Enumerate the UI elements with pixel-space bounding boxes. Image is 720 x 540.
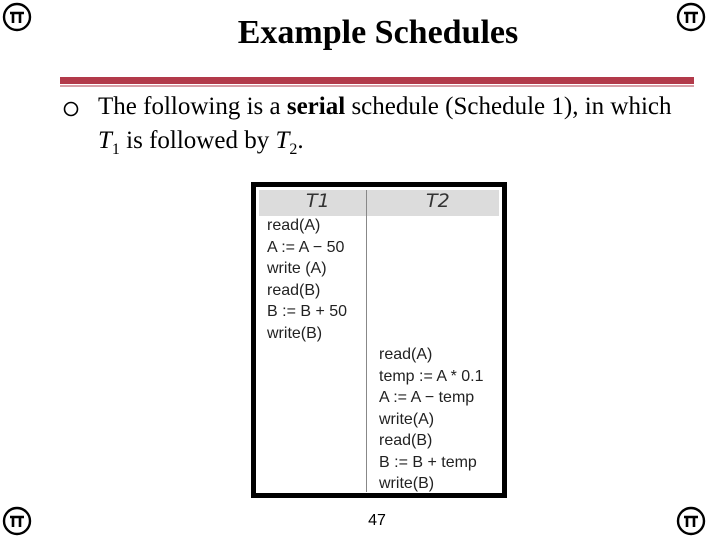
t2-op: read(A) [379,346,433,363]
bullet-text-bold: serial [286,93,346,120]
column-divider [366,190,367,492]
header-t2: T2 [426,190,450,212]
t1-op: A := A − 50 [267,238,345,256]
bullet-text-end: . [297,127,304,154]
t2-op: write(A) [379,410,435,428]
page-number: 47 [368,512,386,529]
t1-op: write(B) [267,324,323,342]
t1-op: B := B + 50 [267,303,348,320]
t2-op: temp := A * 0.1 [379,367,484,385]
schedule-table [251,182,507,498]
corner-pi-icon-bottom-left [2,506,32,536]
circle-bullet-icon [62,100,80,118]
t2-op: write(B) [379,475,435,492]
slide-title: Example Schedules [237,14,519,51]
t1-op: read(A) [267,217,321,234]
t2-op: read(B) [379,432,433,449]
t1-op: read(B) [267,281,321,299]
t1-symbol: T [98,127,112,154]
t1-op: write (A) [267,260,327,277]
t2-subscript: 2 [289,141,298,158]
schedule-table-body [256,187,502,493]
t2-symbol: T [275,127,290,154]
t2-op: A := A − temp [379,389,475,406]
t2-op: B := B + temp [379,453,477,471]
title-underline [60,77,694,84]
bullet-text [98,90,688,167]
corner-pi-icon-bottom-right [676,506,706,536]
schedule-table-header [259,190,499,216]
bullet-text-post: schedule (Schedule 1), in which [345,93,672,120]
bullet-text-mid: is followed by [119,127,276,154]
t1-subscript: 1 [111,141,120,158]
header-t1: T1 [306,190,330,212]
bullet-text-pre: The following is a [98,93,287,120]
